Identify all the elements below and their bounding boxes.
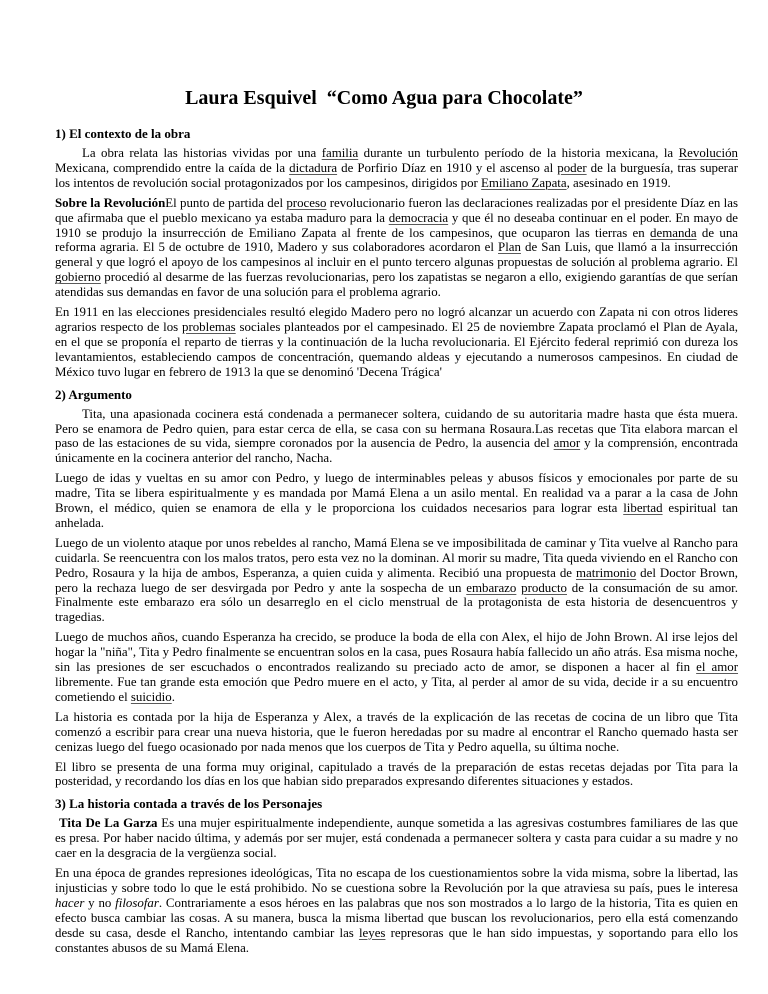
text-run: Tita, una apasionada cocinera está condenada a permanecer soltera, cuidando de su autoritaria madre hasta que ésta muera. Pero se enamora de Pedro quien, para estar cerca de ella, se casa con su hermana Rosaura.Las recetas que Tita elabora marcan el paso de las estaciones de su vida, siempre coronados por la ausencia de Pedro, la ausencia del (55, 406, 738, 451)
underlined-term: gobierno (55, 270, 101, 285)
underlined-term: democracia (388, 210, 449, 225)
text-run: El libro se presenta de una forma muy original, capitulado a través de la preparación de estas recetas dejadas por Tita para la posteridad, y recordando los días en los que habian sido preparados expresando diferentes situaciones y estados. (55, 759, 738, 789)
paragraph (55, 407, 738, 467)
bold-label: Sobre la Revolución (55, 195, 166, 210)
underlined-term: problemas (182, 319, 236, 334)
text-run: libremente. Fue tan grande esta emoción que Pedro muere en el acto, y Tita, al perder al amor de su vida, decide ir a su encuentro cometiendo el (55, 675, 738, 704)
underlined-term: libertad (623, 501, 663, 516)
text-run: espiritual tan anhelada. (55, 501, 738, 530)
text-run: . Contrariamente a esos héroes en las palabras que nos son mostrados a lo largo de la historia, Tita es quien en efecto busca cambiar las cosas. A su manera, busca la misma libertad que buscan los revolucionarios, pero ella está comenzando desde su casa, desde el Rancho, intentando cambiar las (55, 895, 738, 940)
text-run: represoras que le han sido impuestas, y soportando para ello los constantes abusos de su Mamá Elena. (55, 925, 739, 955)
underlined-term: producto (521, 580, 567, 595)
underlined-term: suicidio (130, 689, 172, 704)
text-run: de San Luis, que llamó a la insurrección general y que logró el apoyo de los campesinos al incluir en el punto tercero algunas propuestas de solución al problema agrario. El (55, 240, 738, 270)
paragraph (55, 146, 738, 191)
paragraph (55, 471, 738, 531)
text-run: En una época de grandes represiones ideológicas, Tita no escapa de los cuestionamientos sobre la vida misma, sobre la libertad, las injusticias y sobre todo lo que le está prohibido. No se cuestiona sobre la Revolución por la que atraviesa su país, pues le interesa (55, 866, 738, 895)
paragraph (55, 196, 738, 300)
text-run: Luego de muchos años, cuando Esperanza ha crecido, se produce la boda de ella con Alex, el hijo de John Brown. Al irse lejos del hogar la "niña", Tita y Pedro finalmente se encuentran solos en la casa, pues Rosaura había fallecido un año atrás. Esa misma noche, sin las presiones de ser escuchados o encontrados realizando su preciado acto de amor, se disponen a hacer al fin (55, 630, 738, 675)
text-run: sociales planteados por el campesinado. El 25 de noviembre Zapata proclamó el Plan de Ayala, en el que se proponía el reparto de tierras y la continuación de la lucha revolucionaria. El Ejército federal reprimió con dureza los levantamientos, estableciendo campos de concentración, quemando aldeas y ejecutando a numerosos campesinos. En ciudad de México tuvo lugar en febrero de 1913 la que se denominó 'Decena Trágica' (55, 319, 738, 379)
text-run: procedió al desarme de las fuerzas revolucionarias, pero los zapatistas se negaron a ello, exigiendo garantías de que serían atendidas sus demandas en favor de una solución para el problema agrario. (55, 270, 738, 300)
text-run: de una reforma agraria. El 5 de octubre de 1910, Madero y sus colaboradores acordaron el (55, 225, 738, 255)
underlined-term: el amor (696, 660, 739, 675)
bold-label: Tita De La Garza (59, 816, 158, 831)
text-run: Mexicana, comprendido entre la caída de la (55, 160, 290, 175)
text-run: y que él no deseaba continuar en el poder. En mayo de 1910 se produjo la insurrección de Emiliano Zapata al frente de los campesinos, que ocuparon las tierras en (55, 210, 738, 240)
text-run: del Doctor Brown, pero la rechaza luego de ser desvirgada por Pedro y ante la sospecha de un (55, 565, 738, 595)
paragraph (55, 536, 738, 625)
paragraph (55, 630, 738, 705)
text-run: Es una mujer espiritualmente independiente, aunque sometida a las agresivas costumbres familiares de las que es presa. Por haber nacido última, y además por ser mujer, está condenada a permanecer soltera y casta para cuidar a su madre y no caer en la desgracia de la vergüenza social. (55, 816, 739, 861)
underlined-term: amor (553, 436, 581, 451)
text-run: , asesinado en 1919. (566, 175, 671, 190)
text-run: El punto de partida del (165, 195, 287, 210)
section-heading: 3) La historia contada a través de los Personajes (55, 796, 323, 812)
paragraph (55, 305, 738, 380)
underlined-term: Emiliano Zapata (481, 175, 567, 190)
italic-term: hacer (55, 895, 85, 910)
text-run: En 1911 en las elecciones presidenciales resultó elegido Madero pero no logró alcanzar un acuerdo con Zapata ni con otros lideres agrarios respecto de los (55, 305, 738, 334)
text-run: Luego de idas y vueltas en su amor con Pedro, y luego de interminables peleas y abusos físicos y emocionales por parte de su madre, Tita se libera espiritualmente y es mandada por Mamá Elena a un asilo mental. En realidad va a parar a la casa de John Brown, el médico, quien se enamora de ella y le proporciona los cuidados necesarios para lograr esta (55, 471, 738, 516)
text-run: durante un turbulento período de la historia mexicana, la (358, 146, 679, 160)
paragraph (55, 816, 738, 861)
text-run: y la comprensión, encontrada únicamente en la cocinera anterior del rancho, Nacha. (55, 436, 738, 466)
paragraph (55, 710, 738, 755)
text-run: de Porfirio Díaz en 1910 y el ascenso al (337, 160, 558, 175)
document-body (55, 126, 738, 956)
underlined-term: matrimonio (576, 565, 637, 580)
text-run: de la consumación de su amor. Finalmente este embarazo era sólo un desarreglo en el ciclo menstrual de la protagonista de esta historia de desencuentros y tragedias. (55, 580, 738, 625)
underlined-term: demanda (650, 225, 697, 240)
text-run: de la burguesía, tras superar los intentos de revolución social protagonizados por los campesinos, dirigidos por (55, 160, 738, 190)
text-run: y no (84, 895, 116, 910)
underlined-term: poder (557, 160, 587, 175)
underlined-term: proceso (286, 195, 327, 210)
paragraph (55, 866, 738, 955)
paragraph (55, 760, 738, 790)
section-heading: 1) El contexto de la obra (55, 126, 191, 141)
underlined-term: dictadura (289, 160, 338, 175)
document-title: Laura Esquivel “Como Agua para Chocolate” (185, 87, 583, 109)
underlined-term: Revolución (678, 146, 738, 160)
underlined-term: Plan (498, 240, 521, 255)
section-heading: 2) Argumento (55, 386, 132, 402)
text-run: La obra relata las historias vividas por una (82, 146, 322, 160)
text-run: La historia es contada por la hija de Esperanza y Alex, a través de la explicación de las recetas de cocina de un libro que Tita comenzó a escribir para crear una nueva historia, que le fueron heredadas por su madre al encontrar el Rancho quemado hasta ser cenizas luego del fuego ocasionado por nada menos que los cuerpos de Tita y Pedro aquella, su última noche. (55, 709, 738, 754)
text-run: revolucionario fueron las declaraciones realizadas por el presidente Díaz en las que afirmaba que el pueblo mexicano ya estaba maduro para la (55, 195, 738, 225)
underlined-term: familia (321, 146, 359, 160)
underlined-term: embarazo (466, 580, 517, 595)
text-run: . (171, 689, 175, 704)
underlined-term: leyes (358, 925, 386, 940)
text-run: Luego de un violento ataque por unos rebeldes al rancho, Mamá Elena se ve imposibilitada de caminar y Tita vuelve al Rancho para cuidarla. Se reencuentra con los malos tratos, pero esta vez no la dominan. Al morir su madre, Tita queda viviendo en el Rancho con Pedro, Rosaura y la hija de ambos, Esperanza, a quien cuida y alimenta. Recibió una propuesta de (55, 535, 738, 580)
italic-term: filosofar (115, 895, 159, 910)
